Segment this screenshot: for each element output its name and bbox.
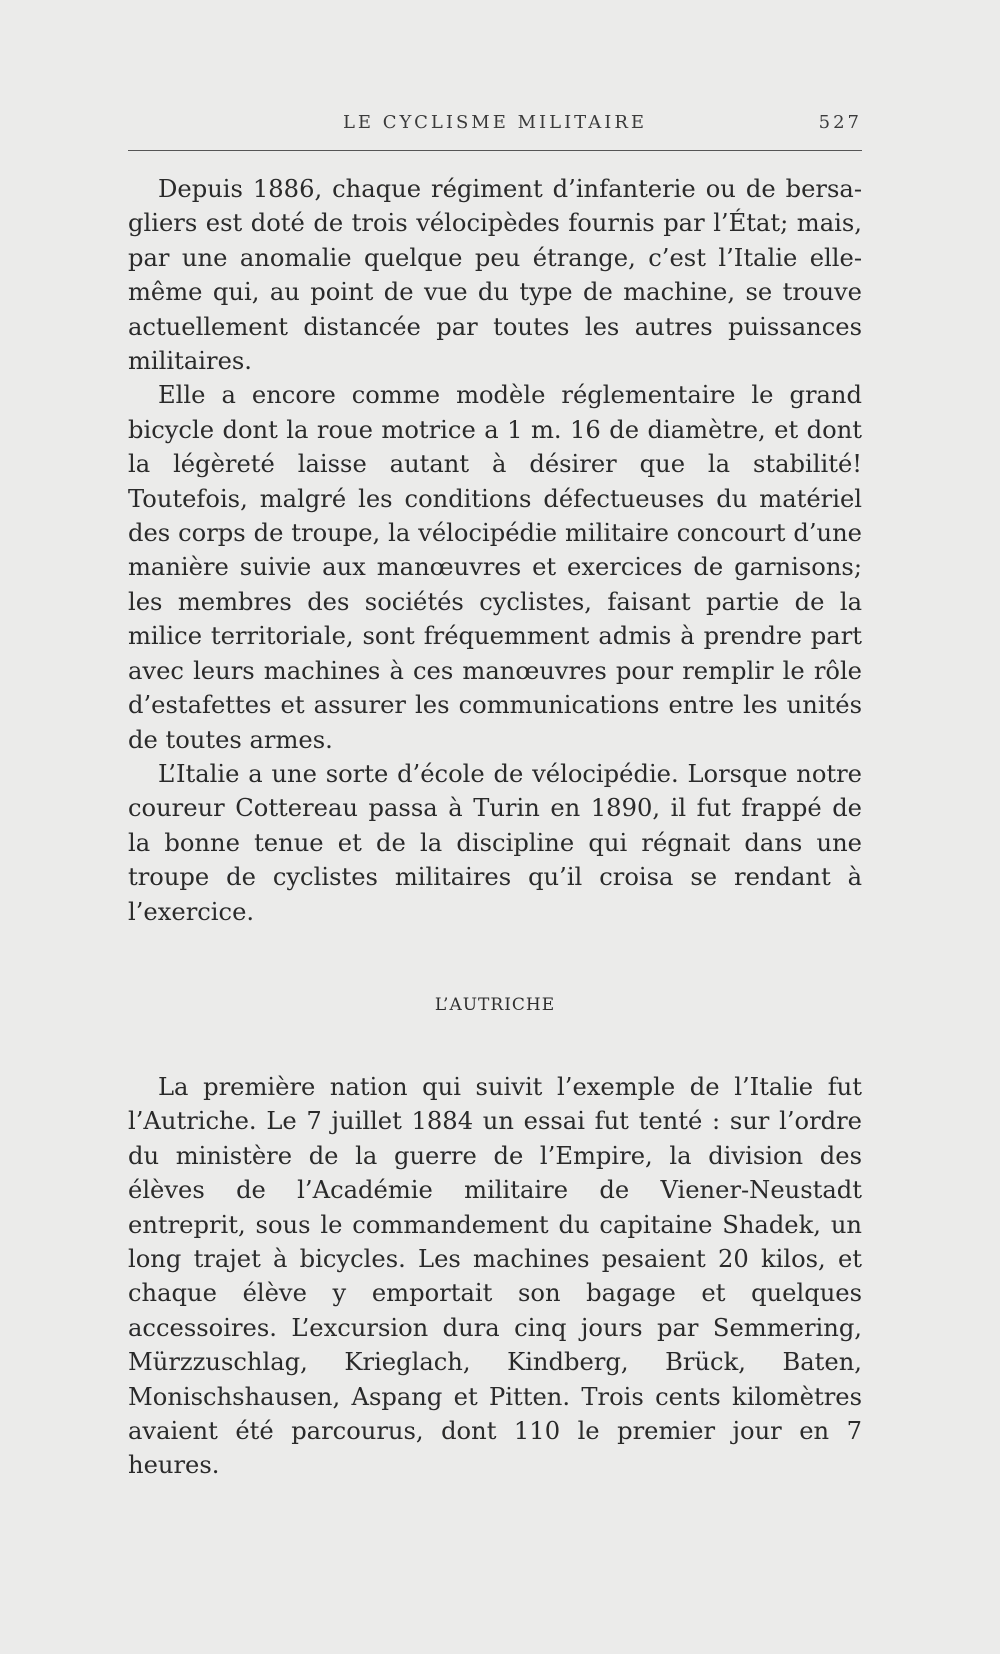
section-austria-body bbox=[128, 1070, 862, 1483]
section-heading: L’AUTRICHE bbox=[434, 995, 556, 1015]
section-italy-body bbox=[128, 172, 862, 929]
running-head bbox=[128, 108, 862, 138]
paragraph: Depuis 1886, chaque régiment d’infanterie ou de bersagliers est doté de trois vélocipèdes fournis par l’État; mais, par une anomalie quelque peu étrange, c’est l’Italie ellemême qui, au point de vue du type de machine, se trouve actuellement distancée par toutes les autres puissances militaires. bbox=[128, 175, 862, 376]
paragraph: L’Italie a une sorte d’école de vélocipédie. Lorsque notre coureur Cottereau passa à Turin en 1890, il fut frappé de la bonne tenue et de la discipline qui régnait dans une troupe de cyclistes militaires qu’il croisa se rendant à l’exercice. bbox=[128, 759, 862, 926]
header-rule bbox=[128, 150, 862, 151]
page-number: 527 bbox=[818, 112, 862, 133]
paragraph: Elle a encore comme modèle réglementaire le grand bicycle dont la roue motrice a 1 m. 16 de diamètre, et dont la légèreté laisse autant à désirer que la stabilité! Toutefois, malgré les conditions défectueuses du matériel des corps de troupe, la vélocipédie militaire concourt d’une manière suivie aux manœuvres et exercices de garnisons; les membres des sociétés cyclistes, faisant partie de la milice territoriale, sont fréquemment admis à prendre part avec leurs machines à ces manœuvres pour remplir le rôle d’estafettes et assurer les communications entre les unités de toutes armes. bbox=[128, 381, 862, 754]
paragraph: La première nation qui suivit l’exemple de l’Italie fut l’Autriche. Le 7 juillet 1884 un essai fut tenté : sur l’ordre du ministère de la guerre de l’Empire, la division des élèves de l’Académie militaire de Viener-Neustadt entreprit, sous le commandement du capitaine Shadek, un long trajet à bicycles. Les machines pesaient 20 kilos, et chaque élève y emportait son bagage et quelques accessoires. L’excursion dura cinq jours par Semmering, Mürzzuschlag, Krieglach, Kindberg, Brück, Baten, Monischshausen, Aspang et Pitten. Trois cents kilomètres avaient été parcourus, dont 110 le premier jour en 7 heures. bbox=[128, 1073, 862, 1480]
running-title: LE CYCLISME MILITAIRE bbox=[342, 112, 648, 133]
